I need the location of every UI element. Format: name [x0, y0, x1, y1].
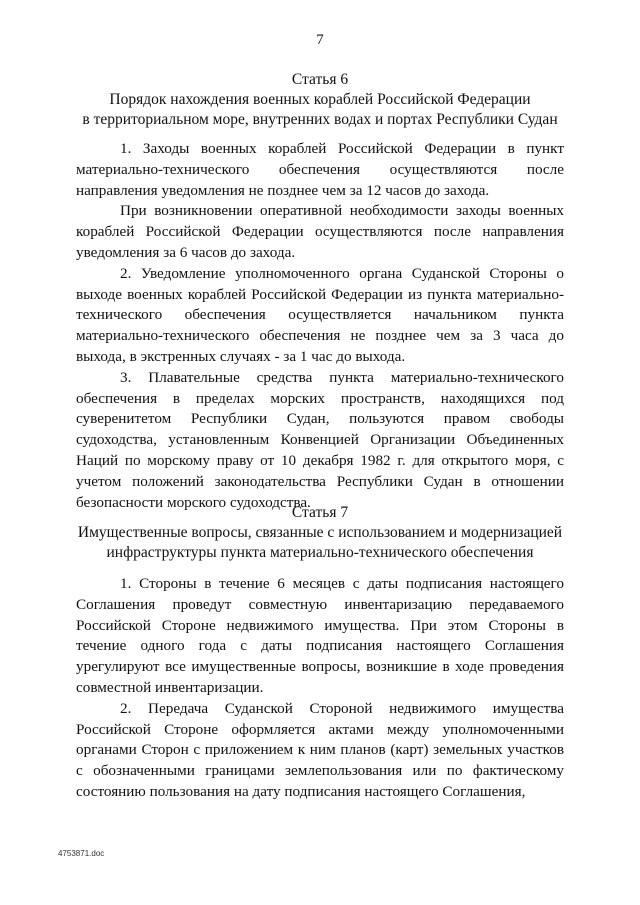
article-7-paragraph-1: 1. Стороны в течение 6 месяцев с даты подписания настоящего Соглашения проведут совместную инвентаризацию передаваемого Российской Стороне недвижимого имущества. При этом Стороны в течение одного года с даты подписания настоящего Соглашения урегулируют все имущественные вопросы, возникшие в ходе проведения совместной инвентаризации. [76, 575, 564, 696]
article-7-title: Статья 7 [291, 504, 349, 521]
article-7-body [76, 574, 564, 803]
article-7-subtitle-line2: инфраструктуры пункта материально-технического обеспечения [106, 544, 534, 561]
article-6-title: Статья 6 [291, 71, 349, 88]
article-7-heading [70, 503, 570, 563]
article-6-subtitle-line2: в территориальном море, внутренних водах и портах Республики Судан [82, 111, 558, 128]
article-6-subtitle-line1: Порядок нахождения военных кораблей Российской Федерации [109, 91, 531, 108]
article-6-paragraph-1: 1. Заходы военных кораблей Российской Федерации в пункт материально-технического обеспечения осуществляются после направления уведомления не позднее чем за 12 часов до захода. [76, 140, 564, 199]
document-code: 4753871.doc [58, 849, 105, 858]
article-6-body [76, 139, 564, 513]
article-7-paragraph-2: 2. Передача Суданской Стороной недвижимого имущества Российской Стороне оформляется актами между уполномоченными органами Сторон с приложением к ним планов (карт) земельных участков с обозначенными границами землепользования или по фактическому состоянию пользования на дату подписания настоящего Соглашения, [76, 699, 564, 800]
article-6-heading [70, 70, 570, 130]
page-number: 7 [316, 32, 324, 48]
article-6-paragraph-3: 2. Уведомление уполномоченного органа Суданской Стороны о выходе военных кораблей Российской Федерации из пункта материально-технического обеспечения осуществляется начальником пункта материально-технического обеспечения не позднее чем за 3 часа до выхода, в экстренных случаях - за 1 час до выхода. [76, 264, 564, 365]
article-7-subtitle-line1: Имущественные вопросы, связанные с использованием и модернизацией [77, 524, 563, 541]
article-6-paragraph-2: При возникновении оперативной необходимости заходы военных кораблей Российской Федерации осуществляются после направления уведомления за 6 часов до захода. [76, 202, 564, 261]
article-6-paragraph-4: 3. Плавательные средства пункта материально-технического обеспечения в пределах морских пространств, находящихся под суверенитетом Республики Судан, пользуются правом свободы судоходства, установленным Конвенцией Организации Объединенных Наций по морскому праву от 10 декабря 1982 г. для открытого моря, с учетом положений законодательства Республики Судан в отношении безопасности морского судоходства. [76, 368, 564, 511]
